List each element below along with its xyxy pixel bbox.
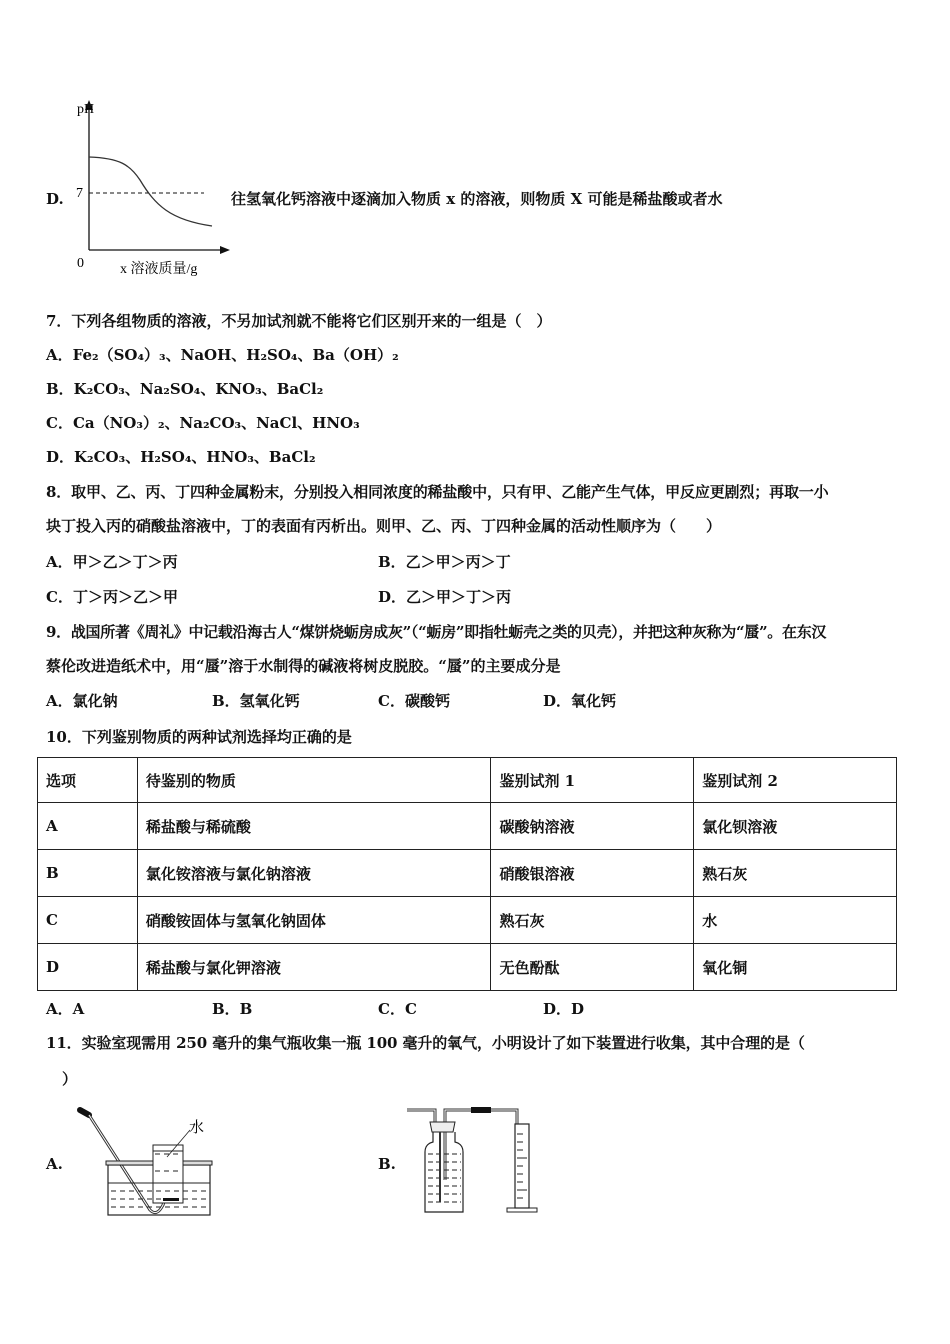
header-cell: 待鉴别的物质 <box>137 758 491 803</box>
q11-stem-line2: ） <box>62 1070 78 1088</box>
q10-option-c: C．C <box>378 1000 417 1018</box>
q10-option-b: B．B <box>212 1000 253 1018</box>
table-cell: 熟石灰 <box>694 850 897 897</box>
table-cell: 稀盐酸与氯化钾溶液 <box>137 944 491 991</box>
table-cell: 稀盐酸与稀硫酸 <box>137 803 491 850</box>
q7-option-d: D．K₂CO₃、H₂SO₄、HNO₃、BaCl₂ <box>46 448 316 466</box>
ph-graph <box>60 95 240 280</box>
q7-option-a: A．Fe₂（SO₄）₃、NaOH、H₂SO₄、Ba（OH）₂ <box>46 346 399 364</box>
q9-stem-line1: 9．战国所著《周礼》中记载沿海古人“煤饼烧蛎房成灰”（“蛎房”即指牡蛎壳之类的贝壳），并把这种灰称为“蜃”。在东汉 <box>46 623 827 641</box>
q9-stem-line2: 蔡伦改进造纸术中，用“蜃”溶于水制得的碱液将树皮脱胶。“蜃”的主要成分是 <box>46 657 561 675</box>
table-cell: A <box>38 803 138 850</box>
q10-stem: 10．下列鉴别物质的两种试剂选择均正确的是 <box>46 728 352 746</box>
table-row <box>38 850 897 897</box>
table-cell: 氧化铜 <box>694 944 897 991</box>
q10-option-a: A．A <box>46 1000 85 1018</box>
q11-option-a: A. <box>46 1155 63 1173</box>
x-axis-label: x 溶液质量/g <box>120 262 198 277</box>
q8-stem-line2: 块丁投入丙的硝酸盐溶液中，丁的表面有丙析出。则甲、乙、丙、丁四种金属的活动性顺序为（ ） <box>46 517 722 535</box>
y-axis-label: pH <box>77 102 95 117</box>
q8-option-d: D．乙＞甲＞丁＞丙 <box>378 588 512 606</box>
table-row <box>38 944 897 991</box>
q10-option-d: D．D <box>543 1000 585 1018</box>
table-header-row <box>38 758 897 803</box>
q11-stem-line1: 11．实验室现需用 250 毫升的集气瓶收集一瓶 100 毫升的氧气，小明设计了如下装置进行收集，其中合理的是（ <box>46 1034 805 1052</box>
table-row <box>38 897 897 944</box>
q8-option-a: A．甲＞乙＞丁＞丙 <box>46 553 178 571</box>
q8-option-b: B．乙＞甲＞丙＞丁 <box>378 553 511 571</box>
table-cell: D <box>38 944 138 991</box>
header-cell: 鉴别试剂 1 <box>491 758 694 803</box>
table-cell: 氯化铵溶液与氯化钠溶液 <box>137 850 491 897</box>
water-label: 水 <box>189 1118 205 1136</box>
option-d-label: D. <box>46 190 64 208</box>
table-cell: 无色酚酞 <box>491 944 694 991</box>
table-cell: 硝酸铵固体与氢氧化钠固体 <box>137 897 491 944</box>
table-cell: 熟石灰 <box>491 897 694 944</box>
apparatus-b-gas-bottle-cylinder <box>405 1102 550 1217</box>
apparatus-a-water-trough <box>75 1105 215 1220</box>
tick-7: 7 <box>76 186 83 201</box>
reagent-table <box>37 757 897 991</box>
table-cell: B <box>38 850 138 897</box>
table-cell: 氯化钡溶液 <box>694 803 897 850</box>
q9-option-c: C．碳酸钙 <box>378 692 450 710</box>
q9-option-d: D．氧化钙 <box>543 692 617 710</box>
q8-option-c: C．丁＞丙＞乙＞甲 <box>46 588 178 606</box>
table-cell: 水 <box>694 897 897 944</box>
q8-stem-line1: 8．取甲、乙、丙、丁四种金属粉末，分别投入相同浓度的稀盐酸中，只有甲、乙能产生气体，甲反应更剧烈；再取一小 <box>46 483 829 501</box>
origin-label: 0 <box>77 256 84 271</box>
q7-option-c: C．Ca（NO₃）₂、Na₂CO₃、NaCl、HNO₃ <box>46 414 360 432</box>
q7-stem: 7．下列各组物质的溶液，不另加试剂就不能将它们区别开来的一组是（ ） <box>46 312 552 330</box>
header-cell: 选项 <box>38 758 138 803</box>
q7-option-b: B．K₂CO₃、Na₂SO₄、KNO₃、BaCl₂ <box>46 380 324 398</box>
table-cell: C <box>38 897 138 944</box>
table-cell: 碳酸钠溶液 <box>491 803 694 850</box>
q11-option-b: B. <box>378 1155 396 1173</box>
q9-option-b: B．氢氧化钙 <box>212 692 300 710</box>
header-cell: 鉴别试剂 2 <box>694 758 897 803</box>
table-cell: 硝酸银溶液 <box>491 850 694 897</box>
q9-option-a: A．氯化钠 <box>46 692 118 710</box>
table-row <box>38 803 897 850</box>
option-d-text: 往氢氧化钙溶液中逐滴加入物质 x 的溶液，则物质 X 可能是稀盐酸或者水 <box>231 190 723 208</box>
